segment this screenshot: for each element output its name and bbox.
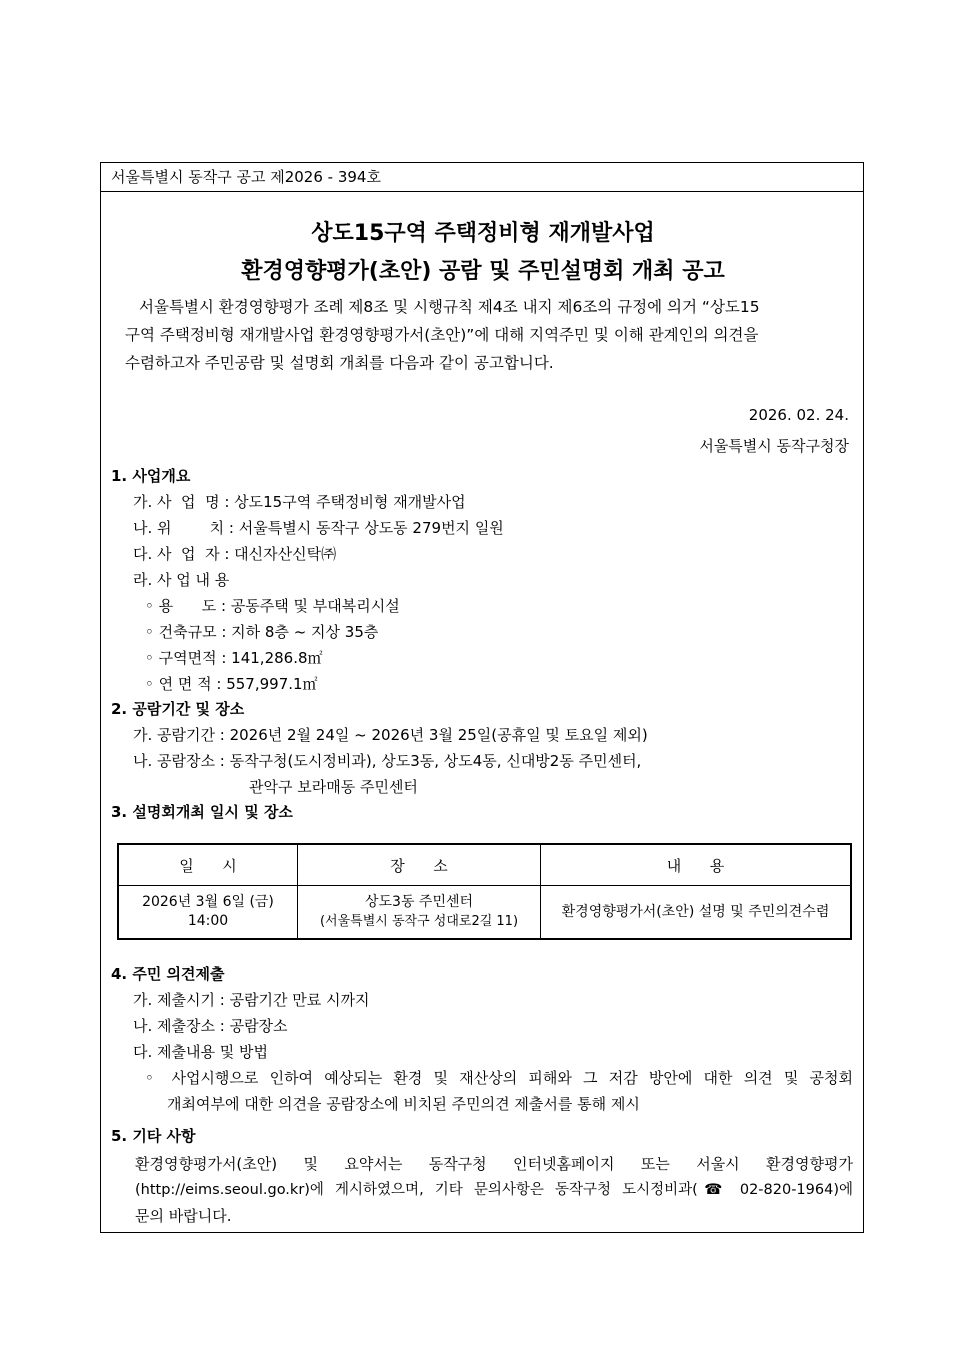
project-scale: ◦ 건축규모 : 지하 8층 ~ 지상 35층 bbox=[145, 623, 379, 641]
briefing-date: 2026년 3월 6일 (금) bbox=[142, 894, 274, 910]
briefing-content: 환경영향평가서(초안) 설명 및 주민의견수렴 bbox=[541, 886, 852, 940]
title-line-2: 환경영향평가(초안) 공람 및 주민설명회 개최 공고 bbox=[241, 259, 725, 284]
project-area: ◦ 구역면적 : 141,286.8㎡ bbox=[145, 649, 323, 667]
section3-heading: 3. 설명회개최 일시 및 장소 bbox=[111, 803, 293, 821]
project-content-label: 라. 사 업 내 용 bbox=[133, 571, 230, 589]
notice-header-bar bbox=[101, 163, 863, 192]
project-name: 가. 사 업 명 : 상도15구역 주택정비형 재개발사업 bbox=[133, 493, 466, 511]
briefing-venue: 상도3동 주민센터 bbox=[364, 894, 474, 910]
cell-where bbox=[298, 886, 541, 940]
section5-heading: 5. 기타 사항 bbox=[111, 1127, 196, 1145]
submission-method: 다. 제출내용 및 방법 bbox=[133, 1043, 268, 1061]
etc-line-1: 환경영향평가서(초안) 및 요약서는 동작구청 인터넷홈페이지 또는 서울시 환경영향평가 bbox=[135, 1155, 853, 1173]
section2-heading: 2. 공람기간 및 장소 bbox=[111, 700, 245, 718]
briefing-schedule-table bbox=[117, 843, 852, 940]
table-header-row bbox=[118, 844, 851, 886]
project-location: 나. 위 치 : 서울특별시 동작구 상도동 279번지 일원 bbox=[133, 519, 504, 537]
section1-heading: 1. 사업개요 bbox=[111, 467, 191, 485]
etc-line-3: 문의 바랍니다. bbox=[135, 1207, 232, 1225]
col-header-when: 일 시 bbox=[118, 844, 298, 886]
submission-place: 나. 제출장소 : 공람장소 bbox=[133, 1017, 288, 1035]
briefing-address: (서울특별시 동작구 성대로2길 11) bbox=[319, 914, 519, 929]
inspection-period: 가. 공람기간 : 2026년 2월 24일 ~ 2026년 3월 25일(공휴일 및 토요일 제외) bbox=[133, 726, 648, 744]
inspection-place-cont: 관악구 보라매동 주민센터 bbox=[249, 778, 418, 796]
project-operator: 다. 사 업 자 : 대신자산신탁㈜ bbox=[133, 545, 337, 563]
col-header-what: 내 용 bbox=[541, 844, 852, 886]
intro-line-3: 수렴하고자 주민공람 및 설명회 개최를 다음과 같이 공고합니다. bbox=[125, 354, 554, 372]
issuer: 서울특별시 동작구청장 bbox=[699, 437, 849, 455]
notice-date: 2026. 02. 24. bbox=[748, 406, 849, 424]
table-row bbox=[118, 886, 851, 940]
project-floor-area: ◦ 연 면 적 : 557,997.1㎡ bbox=[145, 675, 318, 693]
inspection-place: 나. 공람장소 : 동작구청(도시정비과), 상도3동, 상도4동, 신대방2동 주민센터, bbox=[133, 752, 642, 770]
etc-line-2: (http://eims.seoul.go.kr)에 게시하였으며, 기타 문의사항은 동작구청 도시정비과(☎ 02-820-1964)에 bbox=[135, 1182, 853, 1198]
notice-frame bbox=[100, 162, 864, 1233]
submission-detail-line-1: ◦ 사업시행으로 인하여 예상되는 환경 및 재산상의 피해와 그 저감 방안에 대한 의견 및 공청회 bbox=[145, 1069, 853, 1087]
submission-detail-line-2: 개최여부에 대한 의견을 공람장소에 비치된 주민의견 제출서를 통해 제시 bbox=[167, 1095, 640, 1113]
notice-number: 서울특별시 동작구 공고 제2026 - 394호 bbox=[111, 168, 381, 186]
col-header-where: 장 소 bbox=[298, 844, 541, 886]
cell-when bbox=[118, 886, 298, 940]
project-use: ◦ 용 도 : 공동주택 및 부대복리시설 bbox=[145, 597, 400, 615]
submission-deadline: 가. 제출시기 : 공람기간 만료 시까지 bbox=[133, 991, 370, 1009]
title-line-1: 상도15구역 주택정비형 재개발사업 bbox=[311, 221, 655, 246]
intro-line-1: 서울특별시 환경영향평가 조례 제8조 및 시행규칙 제4조 내지 제6조의 규정에 의거 “상도15 bbox=[139, 298, 760, 316]
briefing-time: 14:00 bbox=[187, 913, 229, 929]
section4-heading: 4. 주민 의견제출 bbox=[111, 965, 225, 983]
intro-line-2: 구역 주택정비형 재개발사업 환경영향평가서(초안)”에 대해 지역주민 및 이해 관계인의 의견을 bbox=[125, 326, 759, 344]
